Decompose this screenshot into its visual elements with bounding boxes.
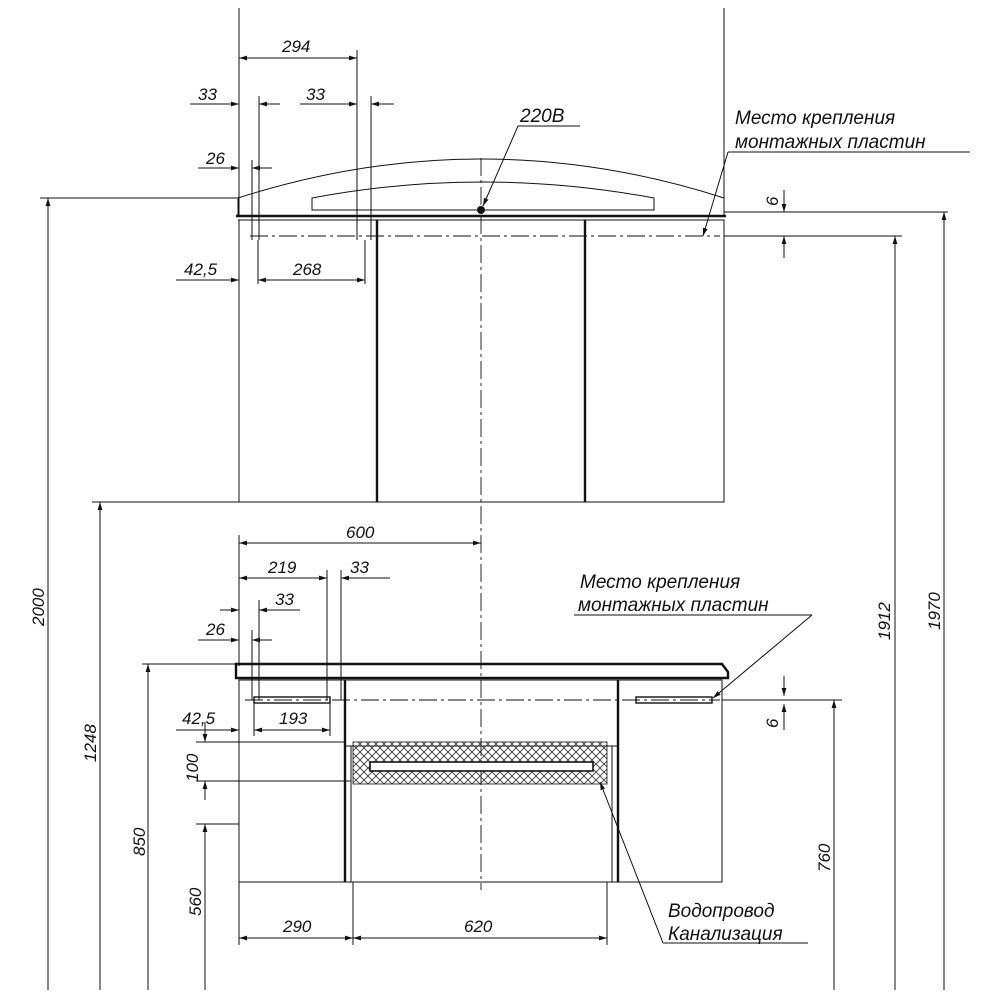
dim-760: 760 xyxy=(815,843,834,872)
dim-560: 560 xyxy=(186,887,205,916)
dim-1970: 1970 xyxy=(925,592,944,630)
label-220v: 220В xyxy=(520,106,565,127)
dim-42-5-top: 42,5 xyxy=(184,260,218,279)
dim-620: 620 xyxy=(464,917,493,936)
label-mount-top-1: Место крепления xyxy=(735,108,896,129)
dim-26-bot: 26 xyxy=(206,620,225,639)
dim-1248: 1248 xyxy=(81,724,100,762)
dim-33-top-mid: 33 xyxy=(306,85,325,104)
dim-290: 290 xyxy=(283,917,312,936)
dim-2000: 2000 xyxy=(29,588,48,626)
label-mount-top-2: монтажных пластин xyxy=(735,132,926,153)
label-water-1: Водопровод xyxy=(668,901,775,922)
dim-42-5-bot: 42,5 xyxy=(182,709,216,728)
drawer-handle xyxy=(370,762,593,771)
dim-6-top: 6 xyxy=(763,196,782,206)
dim-1912: 1912 xyxy=(875,602,894,640)
dim-850: 850 xyxy=(130,827,149,856)
dim-33-bot-a: 33 xyxy=(275,590,294,609)
dim-600: 600 xyxy=(346,523,375,542)
label-mount-bot-1: Место крепления xyxy=(580,572,741,593)
countertop xyxy=(236,664,728,678)
dim-6-bot: 6 xyxy=(763,718,782,728)
dim-33-top-left: 33 xyxy=(198,85,217,104)
dim-26-top: 26 xyxy=(206,149,225,168)
dim-219: 219 xyxy=(268,558,297,577)
power-point-dot xyxy=(477,206,485,214)
label-water-2: Канализация xyxy=(668,924,783,945)
dim-294: 294 xyxy=(282,37,311,56)
dim-100: 100 xyxy=(183,753,202,782)
vanity-cabinet xyxy=(236,664,728,882)
dim-268: 268 xyxy=(293,260,322,279)
label-mount-bot-2: монтажных пластин xyxy=(578,595,769,616)
dim-193: 193 xyxy=(279,709,308,728)
dim-33-bot-b: 33 xyxy=(350,558,369,577)
